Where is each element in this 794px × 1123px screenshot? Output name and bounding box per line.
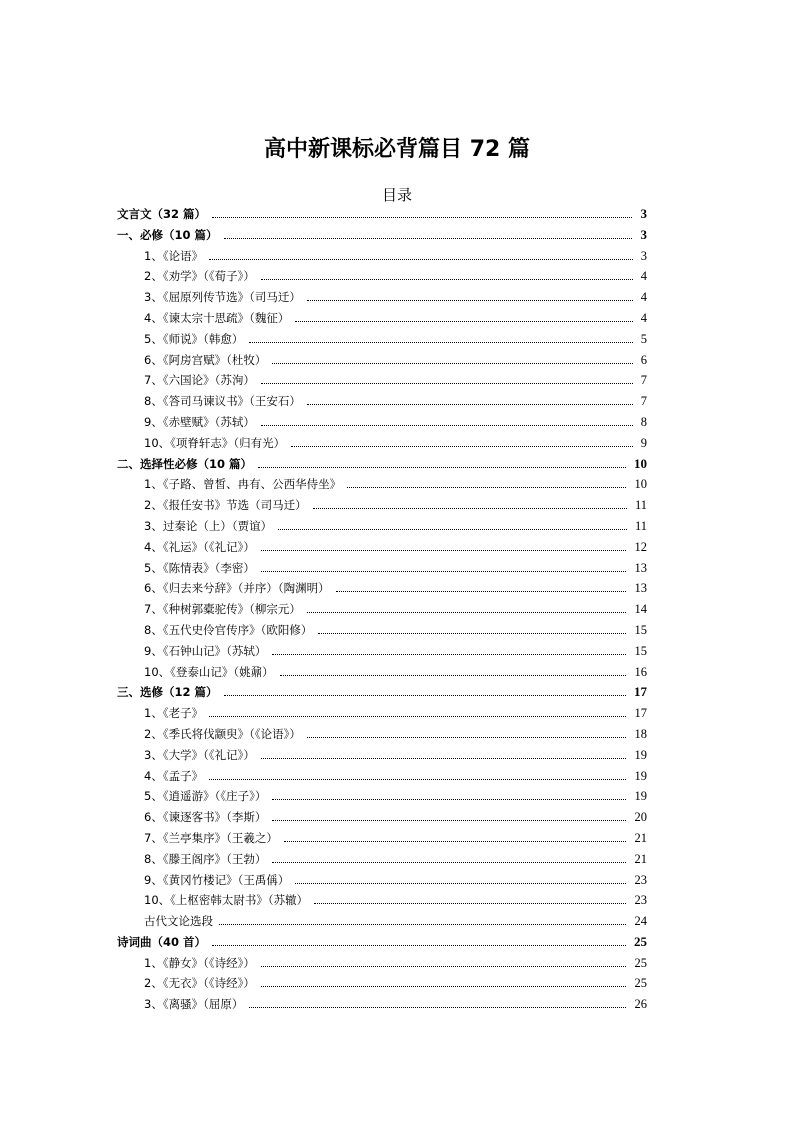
toc-entry-page-number: 19 [634,789,647,804]
toc-entry-page-number: 23 [634,872,647,887]
toc-dot-leader [261,986,626,987]
toc-dot-leader [261,279,633,280]
toc-entry-page-number: 17 [634,706,647,721]
toc-entry[interactable] [117,308,647,329]
toc-entry-page-number: 4 [640,310,647,325]
toc-entry[interactable] [117,246,647,267]
toc-dot-leader [291,446,633,447]
toc-entry-label: 3、《大学》（《礼记》） [144,745,259,766]
toc-entry-page-number: 14 [634,602,647,617]
toc-entry-page-number: 25 [634,933,647,949]
toc-entry[interactable] [117,204,647,225]
toc-entry[interactable] [117,620,647,641]
toc-entry-label: 2、《季氏将伐颛臾》（《论语》） [144,724,305,745]
toc-entry-label: 三、选修（12 篇） [117,682,222,703]
toc-entry[interactable] [117,662,647,683]
toc-dot-leader [280,675,626,676]
toc-entry-label: 5、《逍遥游》（《庄子》） [144,786,270,807]
toc-dot-leader [272,654,626,655]
toc-dot-leader [261,571,626,572]
toc-dot-leader [261,966,626,967]
toc-entry[interactable] [117,474,647,495]
toc-entry-label: 4、《孟子》 [144,766,207,787]
toc-entry-page-number: 6 [640,352,647,367]
toc-entry-page-number: 7 [640,373,647,388]
toc-entry-label: 2、《报任安书》节选（司马迁） [144,495,311,516]
toc-dot-leader [284,841,626,842]
toc-dot-leader [272,820,626,821]
toc-entry-page-number: 4 [640,269,647,284]
toc-entry[interactable] [117,370,647,391]
toc-entry-label: 3、《屈原列传节选》（司马迁） [144,287,305,308]
toc-entry[interactable] [117,599,647,620]
toc-entry-page-number: 20 [634,810,647,825]
toc-entry[interactable] [117,287,647,308]
toc-entry-label: 3、过秦论（上）（贾谊） [144,516,276,537]
toc-dot-leader [209,779,626,780]
toc-entry-label: 8、《五代史伶官传序》（欧阳修） [144,620,316,641]
toc-entry-page-number: 26 [634,997,647,1012]
toc-entry-page-number: 11 [634,518,647,533]
toc-dot-leader [347,487,626,488]
toc-entry-page-number: 3 [640,206,647,221]
toc-entry-page-number: 25 [634,976,647,991]
toc-entry[interactable] [117,911,647,932]
toc-entry-label: 二、选择性必修（10 篇） [117,454,256,475]
toc-entry-label: 6、《阿房宫赋》（杜牧） [144,350,270,371]
toc-entry-label: 7、《六国论》（苏洵） [144,370,259,391]
toc-entry-page-number: 17 [634,684,647,700]
toc-entry-page-number: 12 [634,539,647,554]
toc-entry-page-number: 21 [634,851,647,866]
toc-entry-page-number: 24 [634,914,647,929]
toc-entry[interactable] [117,537,647,558]
toc-entry-page-number: 21 [634,830,647,845]
toc-dot-leader [307,612,626,613]
toc-entry[interactable] [117,433,647,454]
toc-entry-label: 6、《归去来兮辞》（并序）（陶渊明） [144,578,334,599]
toc-entry[interactable] [117,225,647,246]
toc-entry[interactable] [117,786,647,807]
toc-dot-leader [224,238,632,239]
toc-entry[interactable] [117,703,647,724]
toc-dot-leader [272,363,633,364]
toc-entry-page-number: 16 [634,664,647,679]
toc-dot-leader [261,425,633,426]
toc-entry-label: 1、《论语》 [144,246,207,267]
toc-entry[interactable] [117,870,647,891]
toc-dot-leader [249,342,633,343]
toc-entry[interactable] [117,391,647,412]
toc-entry-label: 8、《滕王阁序》（王勃） [144,849,270,870]
toc-dot-leader [212,945,626,946]
toc-entry-label: 1、《静女》（《诗经》） [144,953,259,974]
toc-dot-leader [272,799,626,800]
toc-dot-leader [272,862,626,863]
toc-entry-label: 7、《兰亭集序》（王羲之） [144,828,282,849]
toc-entry-page-number: 10 [634,455,647,471]
toc-entry[interactable] [117,412,647,433]
toc-entry-label: 7、《种树郭橐驼传》（柳宗元） [144,599,305,620]
toc-entry-page-number: 13 [634,560,647,575]
toc-entry-label: 4、《礼运》（《礼记》） [144,537,259,558]
toc-dot-leader [318,633,626,634]
toc-entry-page-number: 10 [634,477,647,492]
toc-entry-label: 9、《石钟山记》（苏轼） [144,641,270,662]
toc-entry-page-number: 8 [640,414,647,429]
toc-dot-leader [261,383,633,384]
toc-entry[interactable] [117,558,647,579]
toc-entry[interactable] [117,932,647,953]
toc-entry-page-number: 23 [634,893,647,908]
toc-entry-label: 5、《师说》（韩愈） [144,329,247,350]
toc-entry-page-number: 13 [634,581,647,596]
page-title: 高中新课标必背篇目 72 篇 [264,137,530,162]
toc-entry-page-number: 15 [634,643,647,658]
toc-entry-page-number: 18 [634,726,647,741]
toc-entry[interactable] [117,973,647,994]
toc-entry-page-number: 5 [640,331,647,346]
toc-entry-label: 2、《无衣》（《诗经》） [144,973,259,994]
toc-entry-page-number: 11 [634,498,647,513]
toc-entry-label: 诗词曲（40 首） [117,932,210,953]
toc-entry-page-number: 3 [640,226,647,242]
toc-entry-page-number: 4 [640,290,647,305]
toc-entry[interactable] [117,828,647,849]
table-of-contents [117,204,647,1015]
toc-entry-label: 10、《上枢密韩太尉书》（苏辙） [144,890,312,911]
toc-entry-label: 9、《黄冈竹楼记》（王禹偁） [144,870,293,891]
toc-entry[interactable] [117,516,647,537]
toc-entry[interactable] [117,495,647,516]
toc-entry[interactable] [117,578,647,599]
toc-entry-label: 4、《谏太宗十思疏》（魏征） [144,308,293,329]
toc-entry-label: 1、《老子》 [144,703,207,724]
toc-dot-leader [307,300,633,301]
toc-dot-leader [307,404,633,405]
toc-dot-leader [295,883,626,884]
toc-entry-page-number: 19 [634,747,647,762]
toc-dot-leader [224,695,626,696]
toc-dot-leader [219,924,626,925]
toc-dot-leader [261,758,626,759]
toc-dot-leader [313,508,627,509]
toc-dot-leader [307,737,626,738]
toc-entry-label: 6、《谏逐客书》（李斯） [144,807,270,828]
toc-entry-label: 1、《子路、曾皙、冉有、公西华侍坐》 [144,474,345,495]
toc-dot-leader [209,259,633,260]
toc-entry-page-number: 19 [634,768,647,783]
toc-dot-leader [249,1007,626,1008]
toc-entry-label: 10、《项脊轩志》（归有光） [144,433,289,454]
toc-entry-label: 10、《登泰山记》（姚鼐） [144,662,278,683]
toc-dot-leader [261,550,626,551]
toc-entry-page-number: 9 [640,435,647,450]
toc-entry[interactable] [117,454,647,475]
toc-entry[interactable] [117,350,647,371]
toc-dot-leader [212,217,632,218]
toc-entry[interactable] [117,849,647,870]
toc-entry[interactable] [117,266,647,287]
toc-entry-label: 一、必修（10 篇） [117,225,222,246]
toc-entry-page-number: 25 [634,955,647,970]
toc-entry-label: 古代文论选段 [144,911,217,932]
toc-entry-label: 2、《劝学》（《荀子》） [144,266,259,287]
toc-entry[interactable] [117,745,647,766]
toc-entry[interactable] [117,641,647,662]
toc-entry-label: 3、《离骚》（屈原） [144,994,247,1015]
toc-dot-leader [278,529,627,530]
toc-entry[interactable] [117,724,647,745]
toc-entry[interactable] [117,807,647,828]
toc-entry-page-number: 15 [634,622,647,637]
toc-dot-leader [209,716,626,717]
toc-entry-label: 8、《答司马谏议书》（王安石） [144,391,305,412]
toc-entry[interactable] [117,766,647,787]
toc-entry-page-number: 7 [640,394,647,409]
toc-heading: 目录 [381,186,412,204]
toc-entry[interactable] [117,329,647,350]
toc-entry-page-number: 3 [640,248,647,263]
toc-entry[interactable] [117,682,647,703]
toc-dot-leader [258,467,626,468]
toc-entry[interactable] [117,890,647,911]
toc-entry-label: 5、《陈情表》（李密） [144,558,259,579]
toc-entry[interactable] [117,994,647,1015]
toc-dot-leader [295,321,633,322]
toc-dot-leader [314,903,626,904]
toc-dot-leader [336,591,626,592]
toc-entry-label: 文言文（32 篇） [117,204,210,225]
toc-entry-label: 9、《赤壁赋》（苏轼） [144,412,259,433]
toc-entry[interactable] [117,953,647,974]
